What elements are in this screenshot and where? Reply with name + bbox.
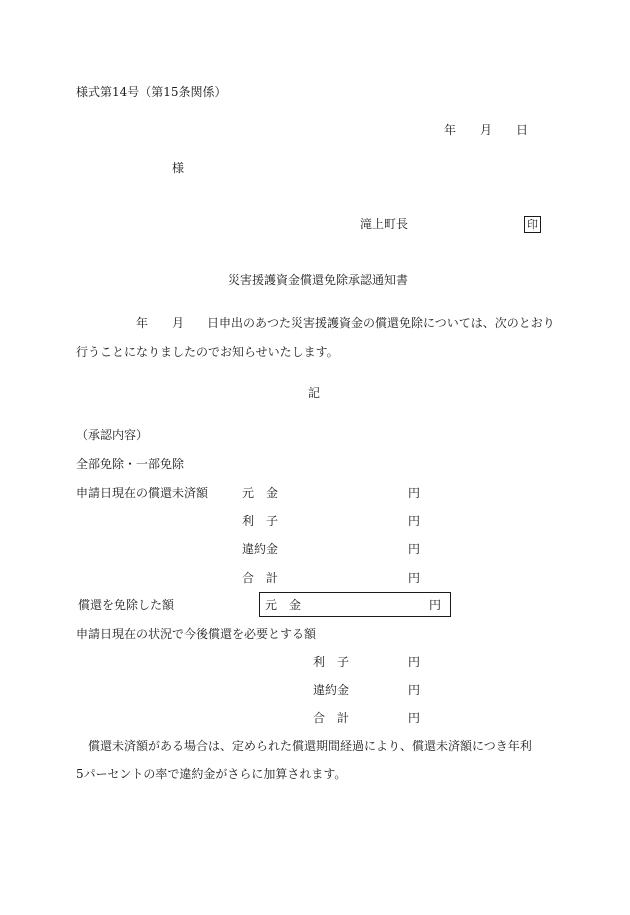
approval-heading: （承認内容） — [76, 428, 149, 442]
outstanding-total-unit: 円 — [408, 571, 421, 585]
note-line2: 5パーセントの率で違約金がさらに加算されます。 — [76, 767, 347, 781]
outstanding-total-label: 合 計 — [242, 571, 279, 585]
outstanding-principal-unit: 円 — [408, 486, 421, 500]
required-total-label: 合 計 — [313, 711, 350, 725]
outstanding-label: 申請日現在の償還未済額 — [76, 486, 209, 500]
addressee-suffix: 様 — [172, 161, 185, 175]
body-year-label: 年 — [136, 316, 149, 330]
required-interest-unit: 円 — [408, 655, 421, 669]
exempted-principal-unit: 円 — [429, 598, 442, 612]
date-day-label: 日 — [516, 123, 529, 137]
outstanding-principal-label: 元 金 — [242, 486, 279, 500]
note-line1: 償還未済額がある場合は、定められた償還期間経過により、償還未済額につき年利 — [88, 739, 532, 753]
required-label: 申請日現在の状況で今後償還を必要とする額 — [76, 627, 317, 641]
exempted-principal-label: 元 金 — [265, 598, 302, 612]
seal-mark: 印 — [524, 216, 541, 233]
form-number: 様式第14号（第15条関係） — [76, 85, 227, 99]
body-text-line1: 日申出のあつた災害援護資金の償還免除については、次のとおり — [207, 316, 555, 330]
outstanding-penalty-label: 違約金 — [242, 542, 279, 556]
required-total-unit: 円 — [408, 711, 421, 725]
required-penalty-unit: 円 — [408, 683, 421, 697]
body-text-line2: 行うことになりましたのでお知らせいたします。 — [76, 345, 339, 359]
required-interest-label: 利 子 — [313, 655, 350, 669]
date-month-label: 月 — [480, 123, 493, 137]
issuer-name: 滝上町長 — [360, 217, 409, 231]
exemption-type: 全部免除・一部免除 — [76, 457, 185, 471]
outstanding-interest-label: 利 子 — [242, 514, 279, 528]
exempted-label: 償還を免除した額 — [78, 598, 175, 612]
date-year-label: 年 — [444, 123, 457, 137]
outstanding-penalty-unit: 円 — [408, 542, 421, 556]
outstanding-interest-unit: 円 — [408, 514, 421, 528]
required-penalty-label: 違約金 — [313, 683, 350, 697]
ki-heading: 記 — [308, 386, 321, 400]
document-title: 災害援護資金償還免除承認通知書 — [228, 273, 409, 287]
body-month-label: 月 — [172, 316, 185, 330]
